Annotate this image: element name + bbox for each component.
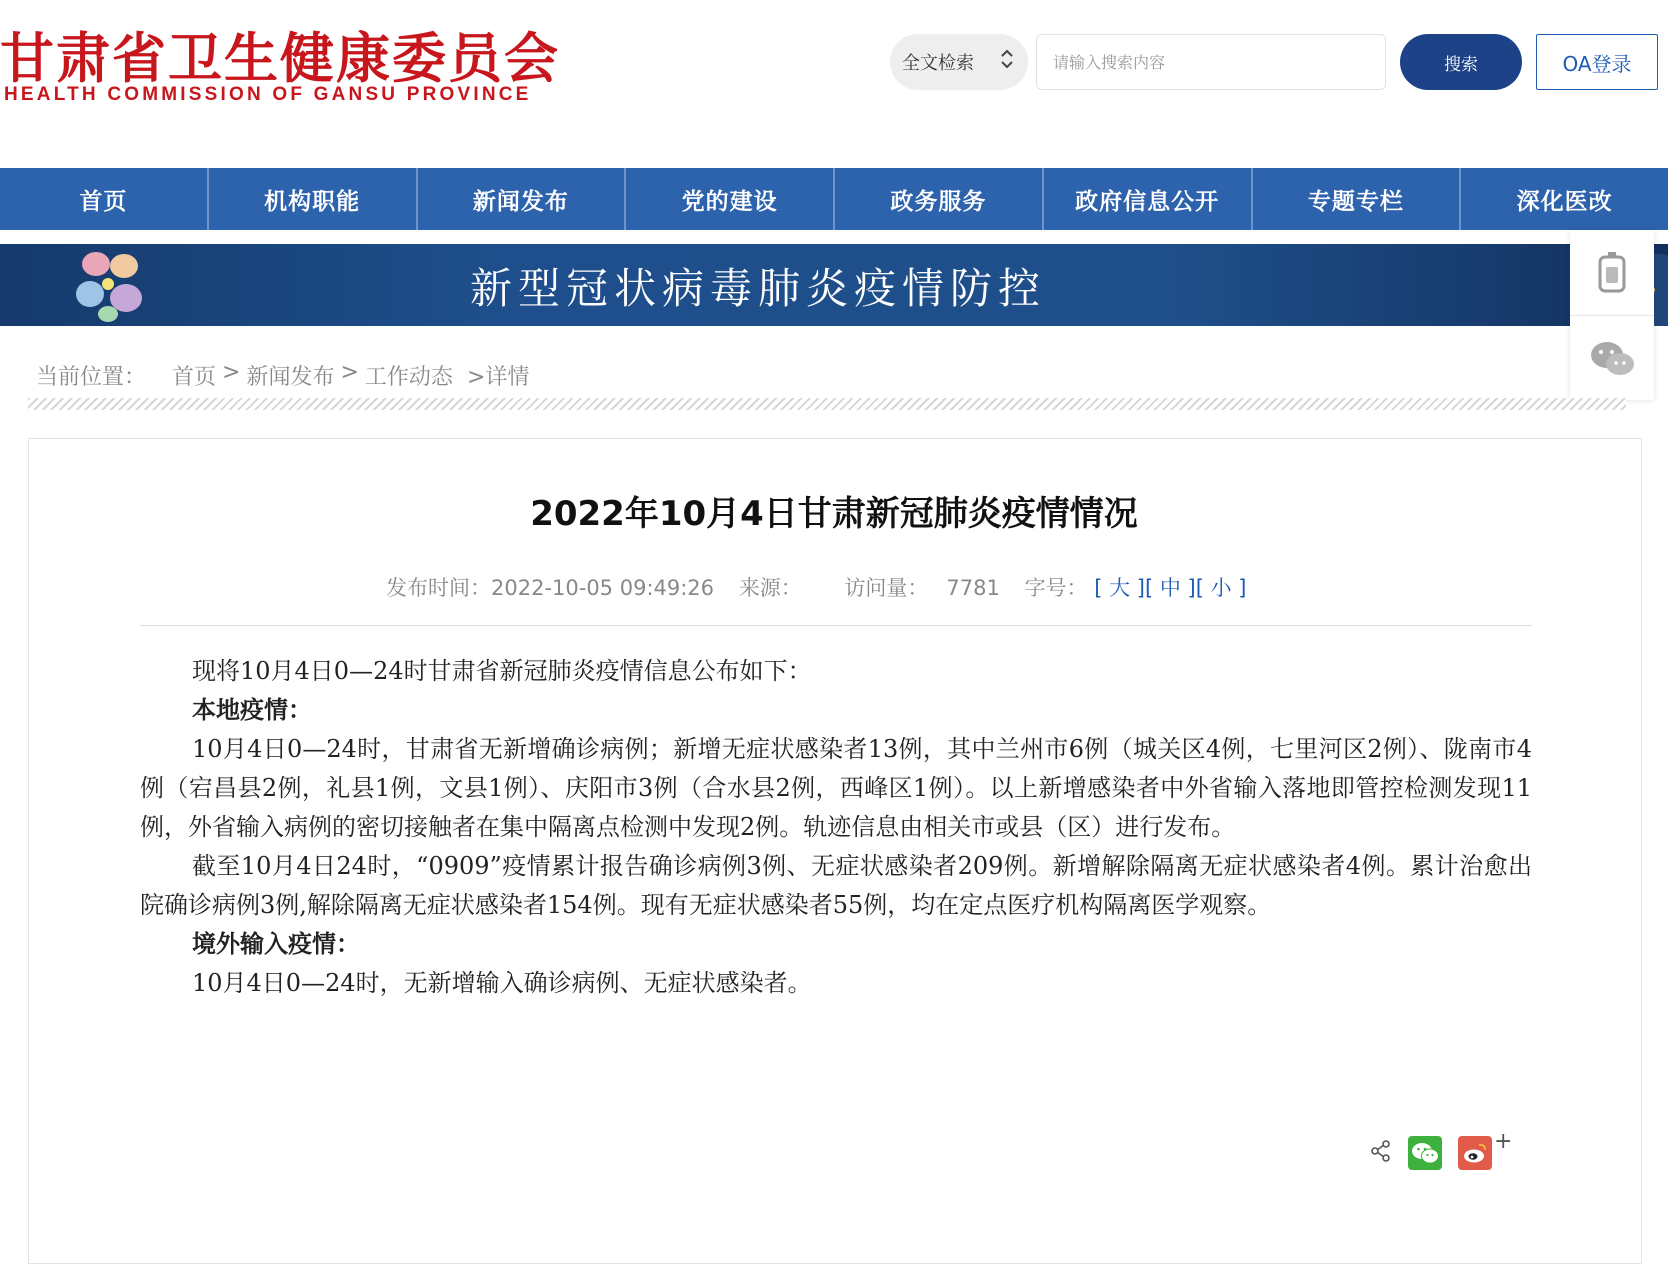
wechat-icon[interactable]	[1570, 316, 1654, 401]
breadcrumb-home[interactable]: 首页	[172, 365, 217, 390]
share-more-button[interactable]: +	[1494, 1128, 1513, 1154]
publish-label: 发布时间：	[386, 576, 491, 600]
weibo-icon[interactable]	[1458, 1136, 1492, 1170]
publish-time: 2022-10-05 09:49:26	[491, 576, 715, 600]
article-title: 2022年10月4日甘肃新冠肺炎疫情情况	[530, 494, 1138, 534]
font-large-button[interactable]: 大	[1109, 576, 1131, 600]
section-heading-imported: 境外输入疫情：	[192, 930, 360, 958]
nav-item-news[interactable]: 新闻发布	[418, 168, 627, 230]
paragraph: 截至10月4日24时，“0909”疫情累计报告确诊病例3例、无症状感染者209例。新增解除隔离无症状感染者4例。累计治愈出院确诊病例3例,解除隔离无症状感染者154例。现有无症状感染者55例，均在定点医疗机构隔离医学观察。	[140, 852, 1532, 919]
main-nav	[0, 168, 1668, 230]
breadcrumb-sep: >	[340, 360, 359, 385]
mobile-icon[interactable]	[1570, 230, 1654, 316]
views-count: 7781	[946, 576, 1000, 600]
font-size-label: 字号：	[1024, 576, 1088, 600]
paragraph: 现将10月4日0—24时甘肃省新冠肺炎疫情信息公布如下：	[192, 657, 812, 685]
search-type-select[interactable]	[890, 34, 1028, 90]
paragraph: 10月4日0—24时，甘肃省无新增确诊病例；新增无症状感染者13例，其中兰州市6例（城关区4例，七里河区2例）、陇南市4例（宕昌县2例，礼县1例，文县1例）、庆阳市3例（合水县2例，西峰区1例）。以上新增感染者中外省输入落地即管控检测发现11例，外省输入病例的密切接触者在集中隔离点检测中发现2例。轨迹信息由相关市或县（区）进行发布。	[140, 735, 1532, 841]
views-label: 访问量：	[844, 576, 929, 600]
flower-logo-icon	[60, 248, 160, 326]
nav-item-reform[interactable]: 深化医改	[1516, 188, 1613, 215]
banner-title: 新型冠状病毒肺炎疫情防控	[470, 264, 1047, 313]
article-content	[140, 652, 1532, 1003]
search-button[interactable]: 搜索	[1400, 34, 1522, 90]
breadcrumb-news[interactable]: 新闻发布	[246, 365, 335, 390]
share-bar	[1370, 1128, 1513, 1170]
oa-login-button[interactable]: OA登录	[1536, 34, 1658, 90]
paragraph: 10月4日0—24时，无新增输入确诊病例、无症状感染者。	[192, 969, 812, 997]
nav-item-topics[interactable]: 专题专栏	[1253, 168, 1462, 230]
breadcrumb-label: 当前位置：	[36, 365, 147, 390]
breadcrumb-divider	[28, 398, 1626, 410]
breadcrumb	[36, 360, 535, 391]
article-meta: 发布时间：2022-10-05 09:49:26 来源： 访问量： 7781 字号： [ 大 ][ 中 ][ 小 ]	[386, 576, 1247, 600]
breadcrumb-work[interactable]: 工作动态	[364, 365, 453, 390]
search-type-label: 全文检索	[902, 53, 974, 74]
font-medium-button[interactable]: 中	[1159, 576, 1181, 600]
font-small-button[interactable]: 小	[1210, 576, 1232, 600]
source-label: 来源：	[738, 576, 802, 600]
nav-item-disclosure[interactable]: 政府信息公开	[1044, 168, 1253, 230]
search-input[interactable]	[1036, 34, 1386, 90]
chevron-updown-icon	[1000, 48, 1014, 73]
nav-item-home[interactable]: 首页	[0, 168, 209, 230]
wechat-share-icon[interactable]	[1408, 1136, 1442, 1170]
nav-item-functions[interactable]: 机构职能	[209, 168, 418, 230]
nav-item-party[interactable]: 党的建设	[626, 168, 835, 230]
share-icon[interactable]	[1370, 1140, 1392, 1166]
breadcrumb-detail: >详情	[466, 365, 530, 390]
nav-item-services[interactable]: 政务服务	[835, 168, 1044, 230]
side-float-panel	[1570, 230, 1654, 400]
site-logo-cn[interactable]: 甘肃省卫生健康委员会	[0, 27, 560, 90]
breadcrumb-sep: >	[222, 360, 241, 385]
section-heading-local: 本地疫情：	[192, 696, 312, 724]
site-header	[0, 0, 1668, 168]
site-logo-en[interactable]: HEALTH COMMISSION OF GANSU PROVINCE	[4, 84, 532, 105]
covid-banner[interactable]	[0, 244, 1668, 326]
meta-divider	[140, 625, 1532, 626]
